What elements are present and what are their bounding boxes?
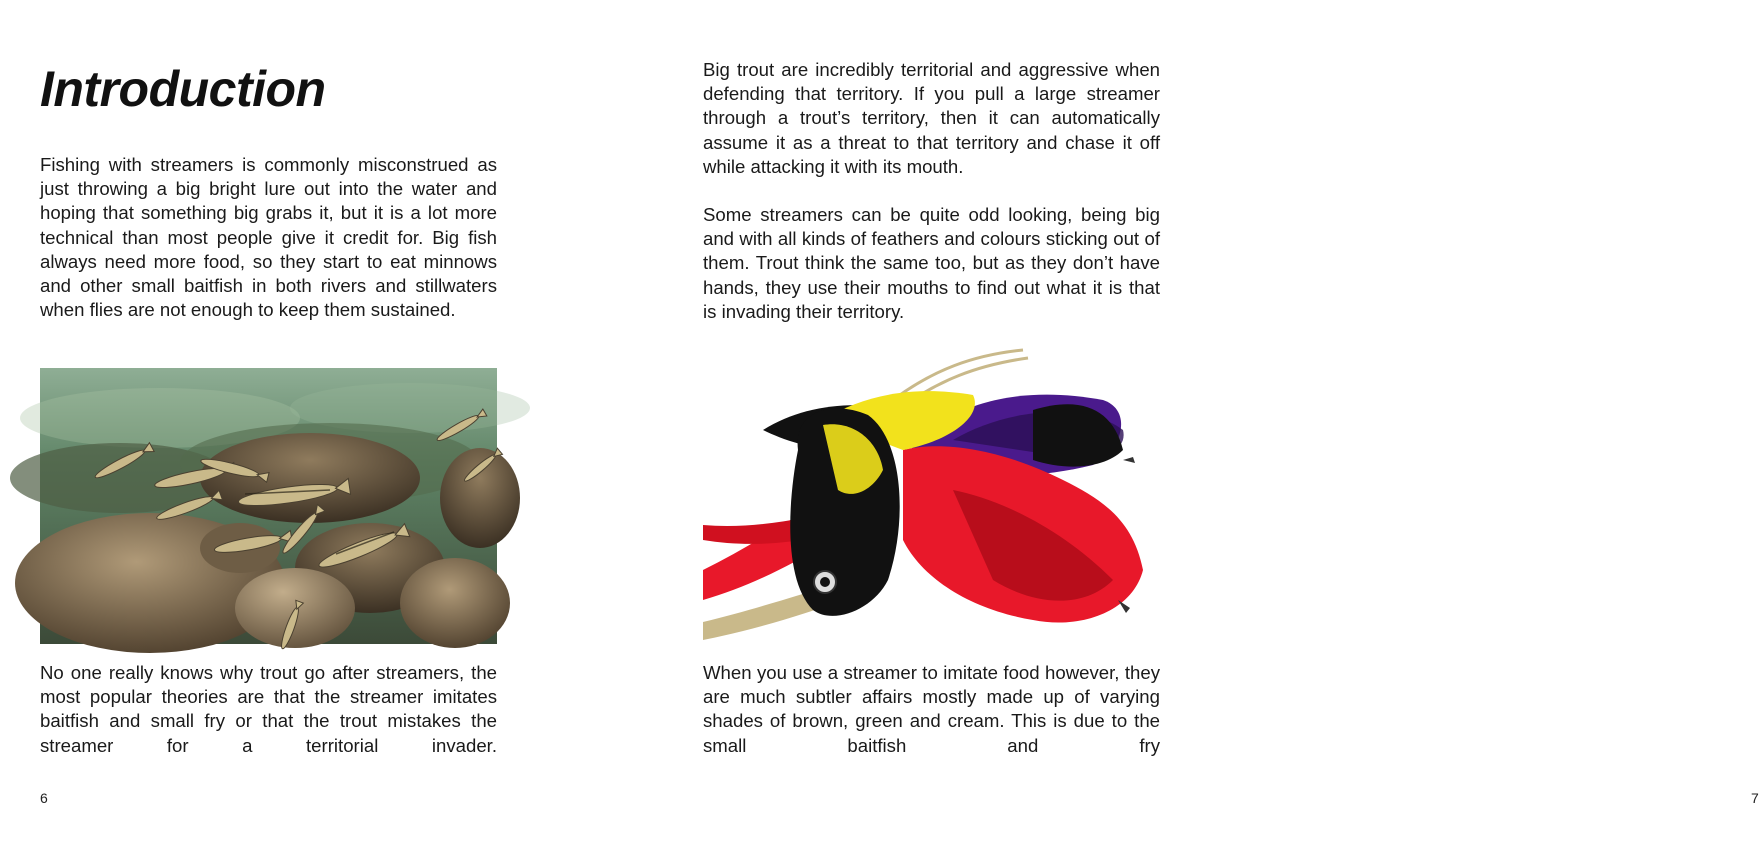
trout-theory-paragraph: No one really knows why trout go after streamers, the most popular theories are that the streamer imitates baitfish and small fry or that the trout mistakes the streamer for a territorial invader. — [40, 662, 497, 756]
right-page — [600, 0, 1759, 845]
streamer-flies-illustration — [703, 340, 1160, 645]
left-page — [0, 0, 600, 845]
page-title: Introduction — [40, 61, 326, 117]
page-number-right: 7 — [1751, 790, 1759, 806]
minnows-underwater-photo — [40, 368, 497, 644]
page-number-left: 6 — [40, 790, 48, 806]
imitate-food-paragraph: When you use a streamer to imitate food however, they are much subtler affairs mostly made up of varying shades of brown, green and cream. This is due to the small baitfish and fry — [703, 662, 1160, 756]
odd-looking-paragraph: Some streamers can be quite odd looking, being big and with all kinds of feathers and colours sticking out of them. Trout think the same too, but as they don’t have hands, they use their mouths to find out what it is that is invading their territory. — [703, 204, 1160, 322]
territorial-paragraph: Big trout are incredibly territorial and aggressive when defending that territory. If you pull a large streamer through a trout’s territory, then it can automatically assume it as a threat to that territory and chase it off while attacking it with its mouth. — [703, 59, 1160, 177]
minnows-underwater-illustration — [40, 368, 497, 644]
streamer-flies-photo — [703, 340, 1160, 645]
intro-paragraph: Fishing with streamers is commonly misconstrued as just throwing a big bright lure out into the water and hoping that something big grabs it, but it is a lot more technical than most people give it credit for. Big fish always need more food, so they start to eat minnows and other small baitfish in both rivers and stillwaters when flies are not enough to keep them sustained. — [40, 154, 497, 321]
